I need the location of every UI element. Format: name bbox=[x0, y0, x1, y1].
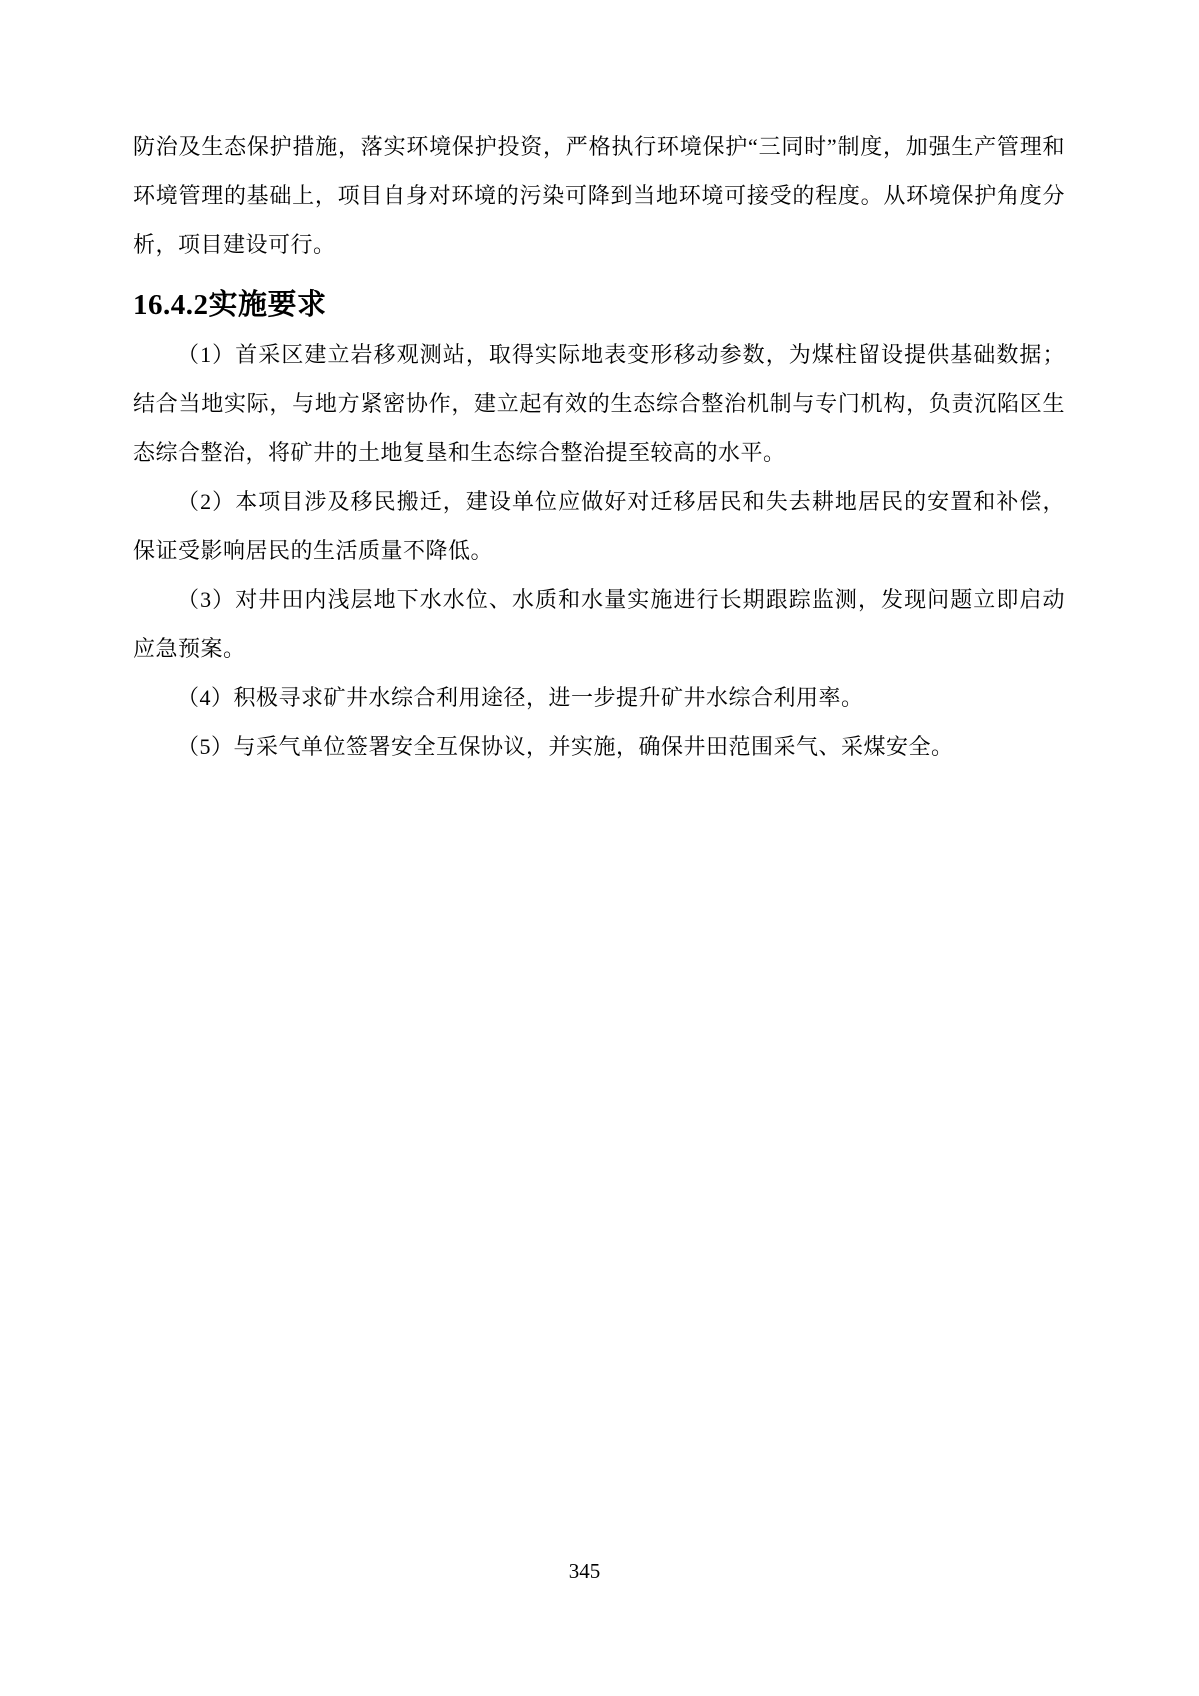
intro-paragraph: 防治及生态保护措施，落实环境保护投资，严格执行环境保护“三同时”制度，加强生产管理和环境管理的基础上，项目自身对环境的污染可降到当地环境可接受的程度。从环境保护角度分析，项目建设可行。 bbox=[133, 134, 1065, 257]
requirement-item-4: （4）积极寻求矿井水综合利用途径，进一步提升矿井水综合利用率。 bbox=[177, 685, 864, 710]
page-content bbox=[133, 122, 1065, 771]
requirement-item-2: （2）本项目涉及移民搬迁，建设单位应做好对迁移居民和失去耕地居民的安置和补偿，保证受影响居民的生活质量不降低。 bbox=[133, 489, 1065, 563]
requirement-item-5: （5）与采气单位签署安全互保协议，并实施，确保井田范围采气、采煤安全。 bbox=[177, 734, 954, 759]
requirement-item-3: （3）对井田内浅层地下水水位、水质和水量实施进行长期跟踪监测，发现问题立即启动应急预案。 bbox=[133, 587, 1065, 661]
section-heading: 16.4.2实施要求 bbox=[133, 289, 327, 321]
page-number: 345 bbox=[568, 1559, 601, 1583]
requirement-item-1: （1）首采区建立岩移观测站，取得实际地表变形移动参数，为煤柱留设提供基础数据；结合当地实际，与地方紧密协作，建立起有效的生态综合整治机制与专门机构，负责沉陷区生态综合整治，将矿井的土地复垦和生态综合整治提至较高的水平。 bbox=[133, 342, 1065, 465]
